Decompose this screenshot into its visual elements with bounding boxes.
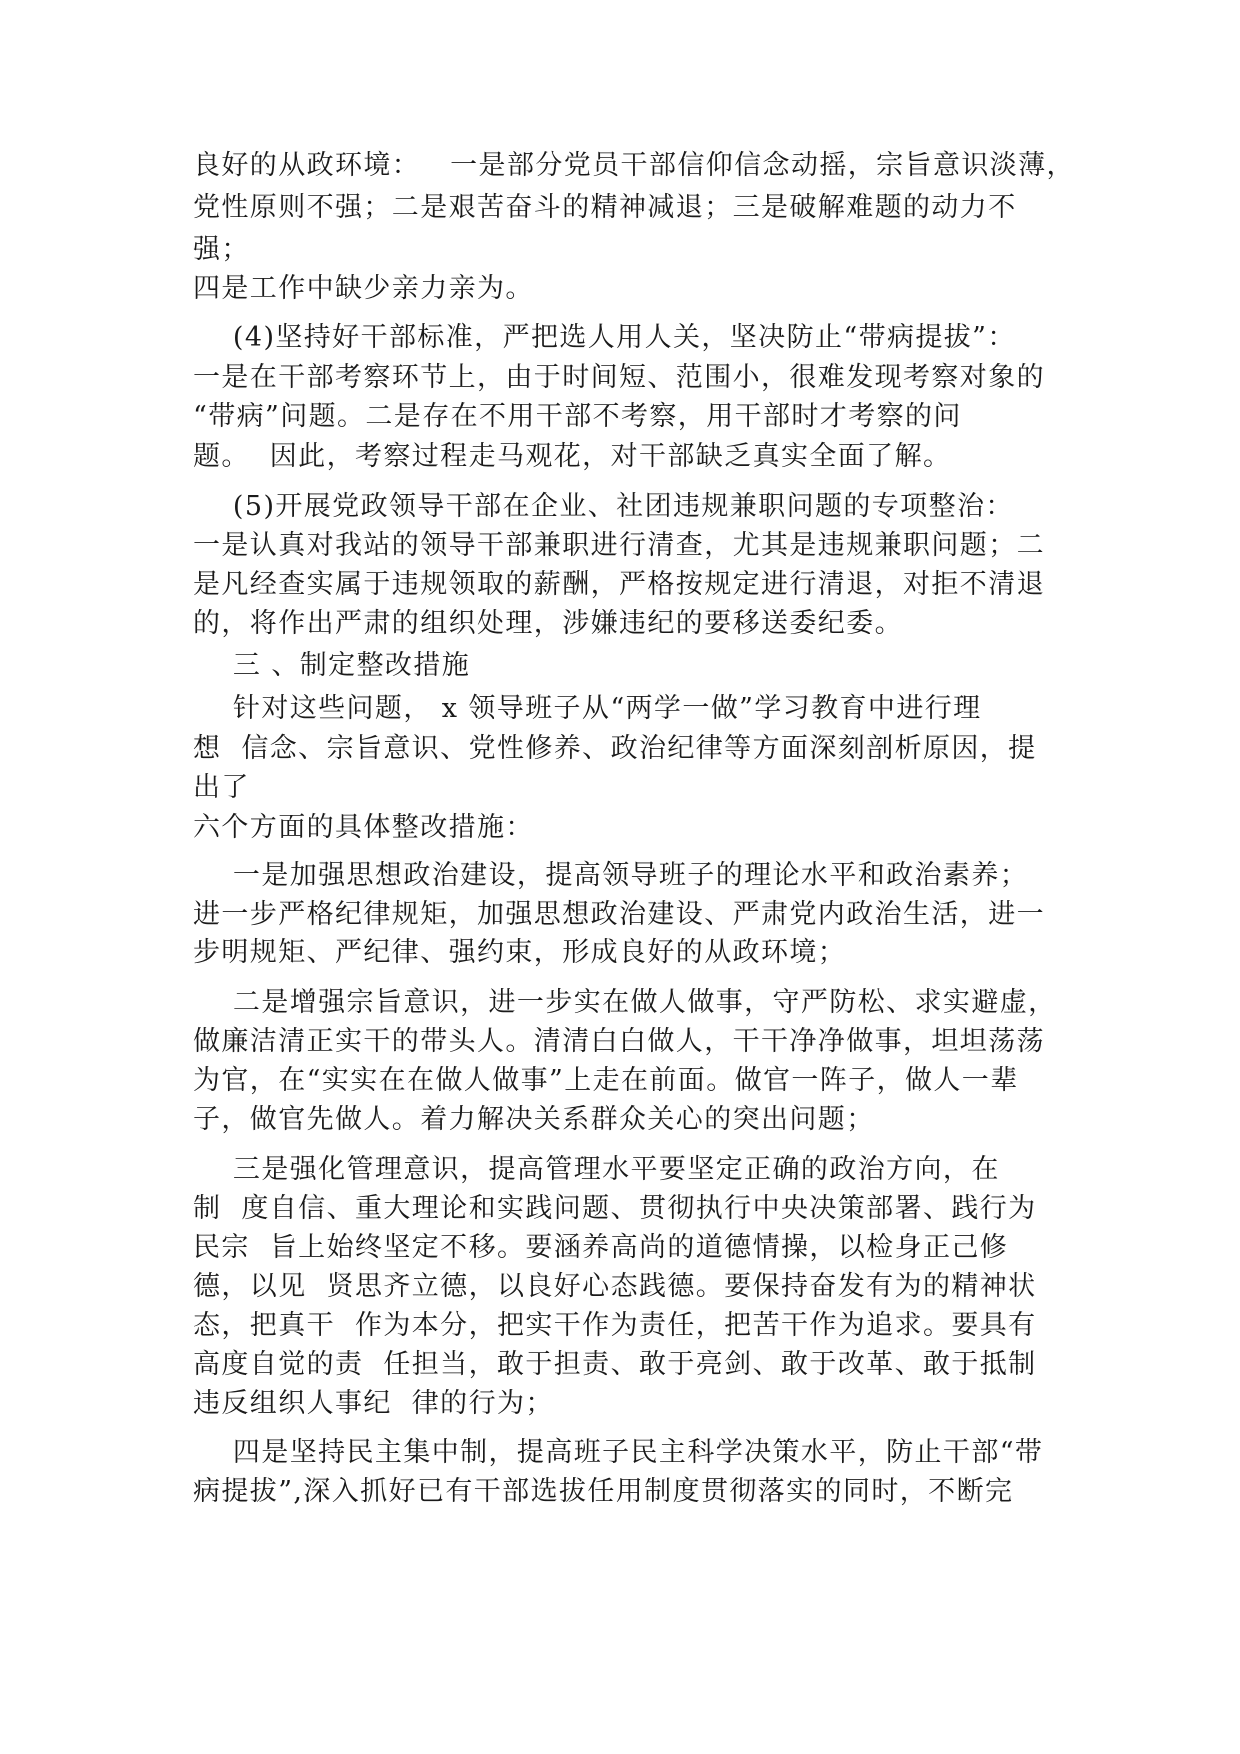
text-line: 的，将作出严肃的组织处理，涉嫌违纪的要移送委纪委。 — [193, 608, 903, 639]
text-line: 高度自觉的责 任担当，敢于担责、敢于亮剑、敢于改革、敢于抵制 — [193, 1349, 1037, 1380]
text-line: 德，以见 贤思齐立德，以良好心态践德。要保持奋发有为的精神状 — [193, 1271, 1037, 1302]
text-line: 病提拔”,深入抓好已有干部选拔任用制度贯彻落实的同时，不断完 — [193, 1476, 1014, 1507]
text-line: (5)开展党政领导干部在企业、社团违规兼职问题的专项整治： — [193, 491, 1014, 522]
text-line: 党性原则不强；二是艰苦奋斗的精神减退；三是破解难题的动力不 — [193, 192, 1017, 223]
text-line: 六个方面的具体整改措施： — [193, 812, 534, 843]
text-line: 进一步严格纪律规矩，加强思想政治建设、严肃党内政治生活，进一 — [193, 899, 1045, 930]
text-line: 二是增强宗旨意识，进一步实在做人做事，守严防松、求实避虚， — [193, 987, 1057, 1018]
text-line: (4)坚持好干部标准，严把选人用人关，坚决防止“带病提拔”： — [193, 322, 1016, 353]
text-line: “带病”问题。二是存在不用干部不考察，用干部时才考察的问 — [193, 401, 962, 432]
text-line: 做廉洁清正实干的带头人。清清白白做人，干干净净做事，坦坦荡荡 — [193, 1026, 1045, 1057]
text-line: 题。 因此，考察过程走马观花，对干部缺乏真实全面了解。 — [193, 441, 952, 472]
text-line: 想 信念、宗旨意识、党性修养、政治纪律等方面深刻剖析原因，提 — [193, 733, 1037, 764]
text-line: 违反组织人事纪 律的行为； — [193, 1388, 554, 1419]
text-line: 良好的从政环境： 一是部分党员干部信仰信念动摇，宗旨意识淡薄， — [193, 150, 1075, 181]
text-line: 强； — [193, 234, 250, 265]
text-line: 四是工作中缺少亲力亲为。 — [193, 273, 534, 304]
text-line: 民宗 旨上始终坚定不移。要涵养高尚的道德情操，以检身正己修 — [193, 1232, 1009, 1263]
text-line: 一是认真对我站的领导干部兼职进行清查，尤其是违规兼职问题；二 — [193, 530, 1045, 561]
text-line: 步明规矩、严纪律、强约束，形成良好的从政环境； — [193, 937, 847, 968]
text-line: 三是强化管理意识，提高管理水平要坚定正确的政治方向，在 — [193, 1154, 1000, 1185]
text-line: 子，做官先做人。着力解决关系群众关心的突出问题； — [193, 1104, 875, 1135]
text-line: 制 度自信、重大理论和实践问题、贯彻执行中央决策部署、践行为 — [193, 1193, 1037, 1224]
text-line: 一是在干部考察环节上，由于时间短、范围小，很难发现考察对象的 — [193, 362, 1045, 393]
section-heading: 三 、制定整改措施 — [193, 650, 471, 681]
text-line: 态，把真干 作为本分，把实干作为责任，把苦干作为追求。要具有 — [193, 1310, 1037, 1341]
text-line: 是凡经查实属于违规领取的薪酬，严格按规定进行清退，对拒不清退 — [193, 569, 1045, 600]
text-line: 出了 — [193, 772, 250, 803]
text-line: 四是坚持民主集中制，提高班子民主科学决策水平，防止干部“带 — [193, 1437, 1044, 1468]
text-line: 针对这些问题， x 领导班子从“两学一做”学习教育中进行理 — [193, 693, 982, 724]
text-line: 为官，在“实实在在做人做事”上走在前面。做官一阵子，做人一辈 — [193, 1065, 1019, 1096]
text-line: 一是加强思想政治建设，提高领导班子的理论水平和政治素养； — [193, 860, 1029, 891]
